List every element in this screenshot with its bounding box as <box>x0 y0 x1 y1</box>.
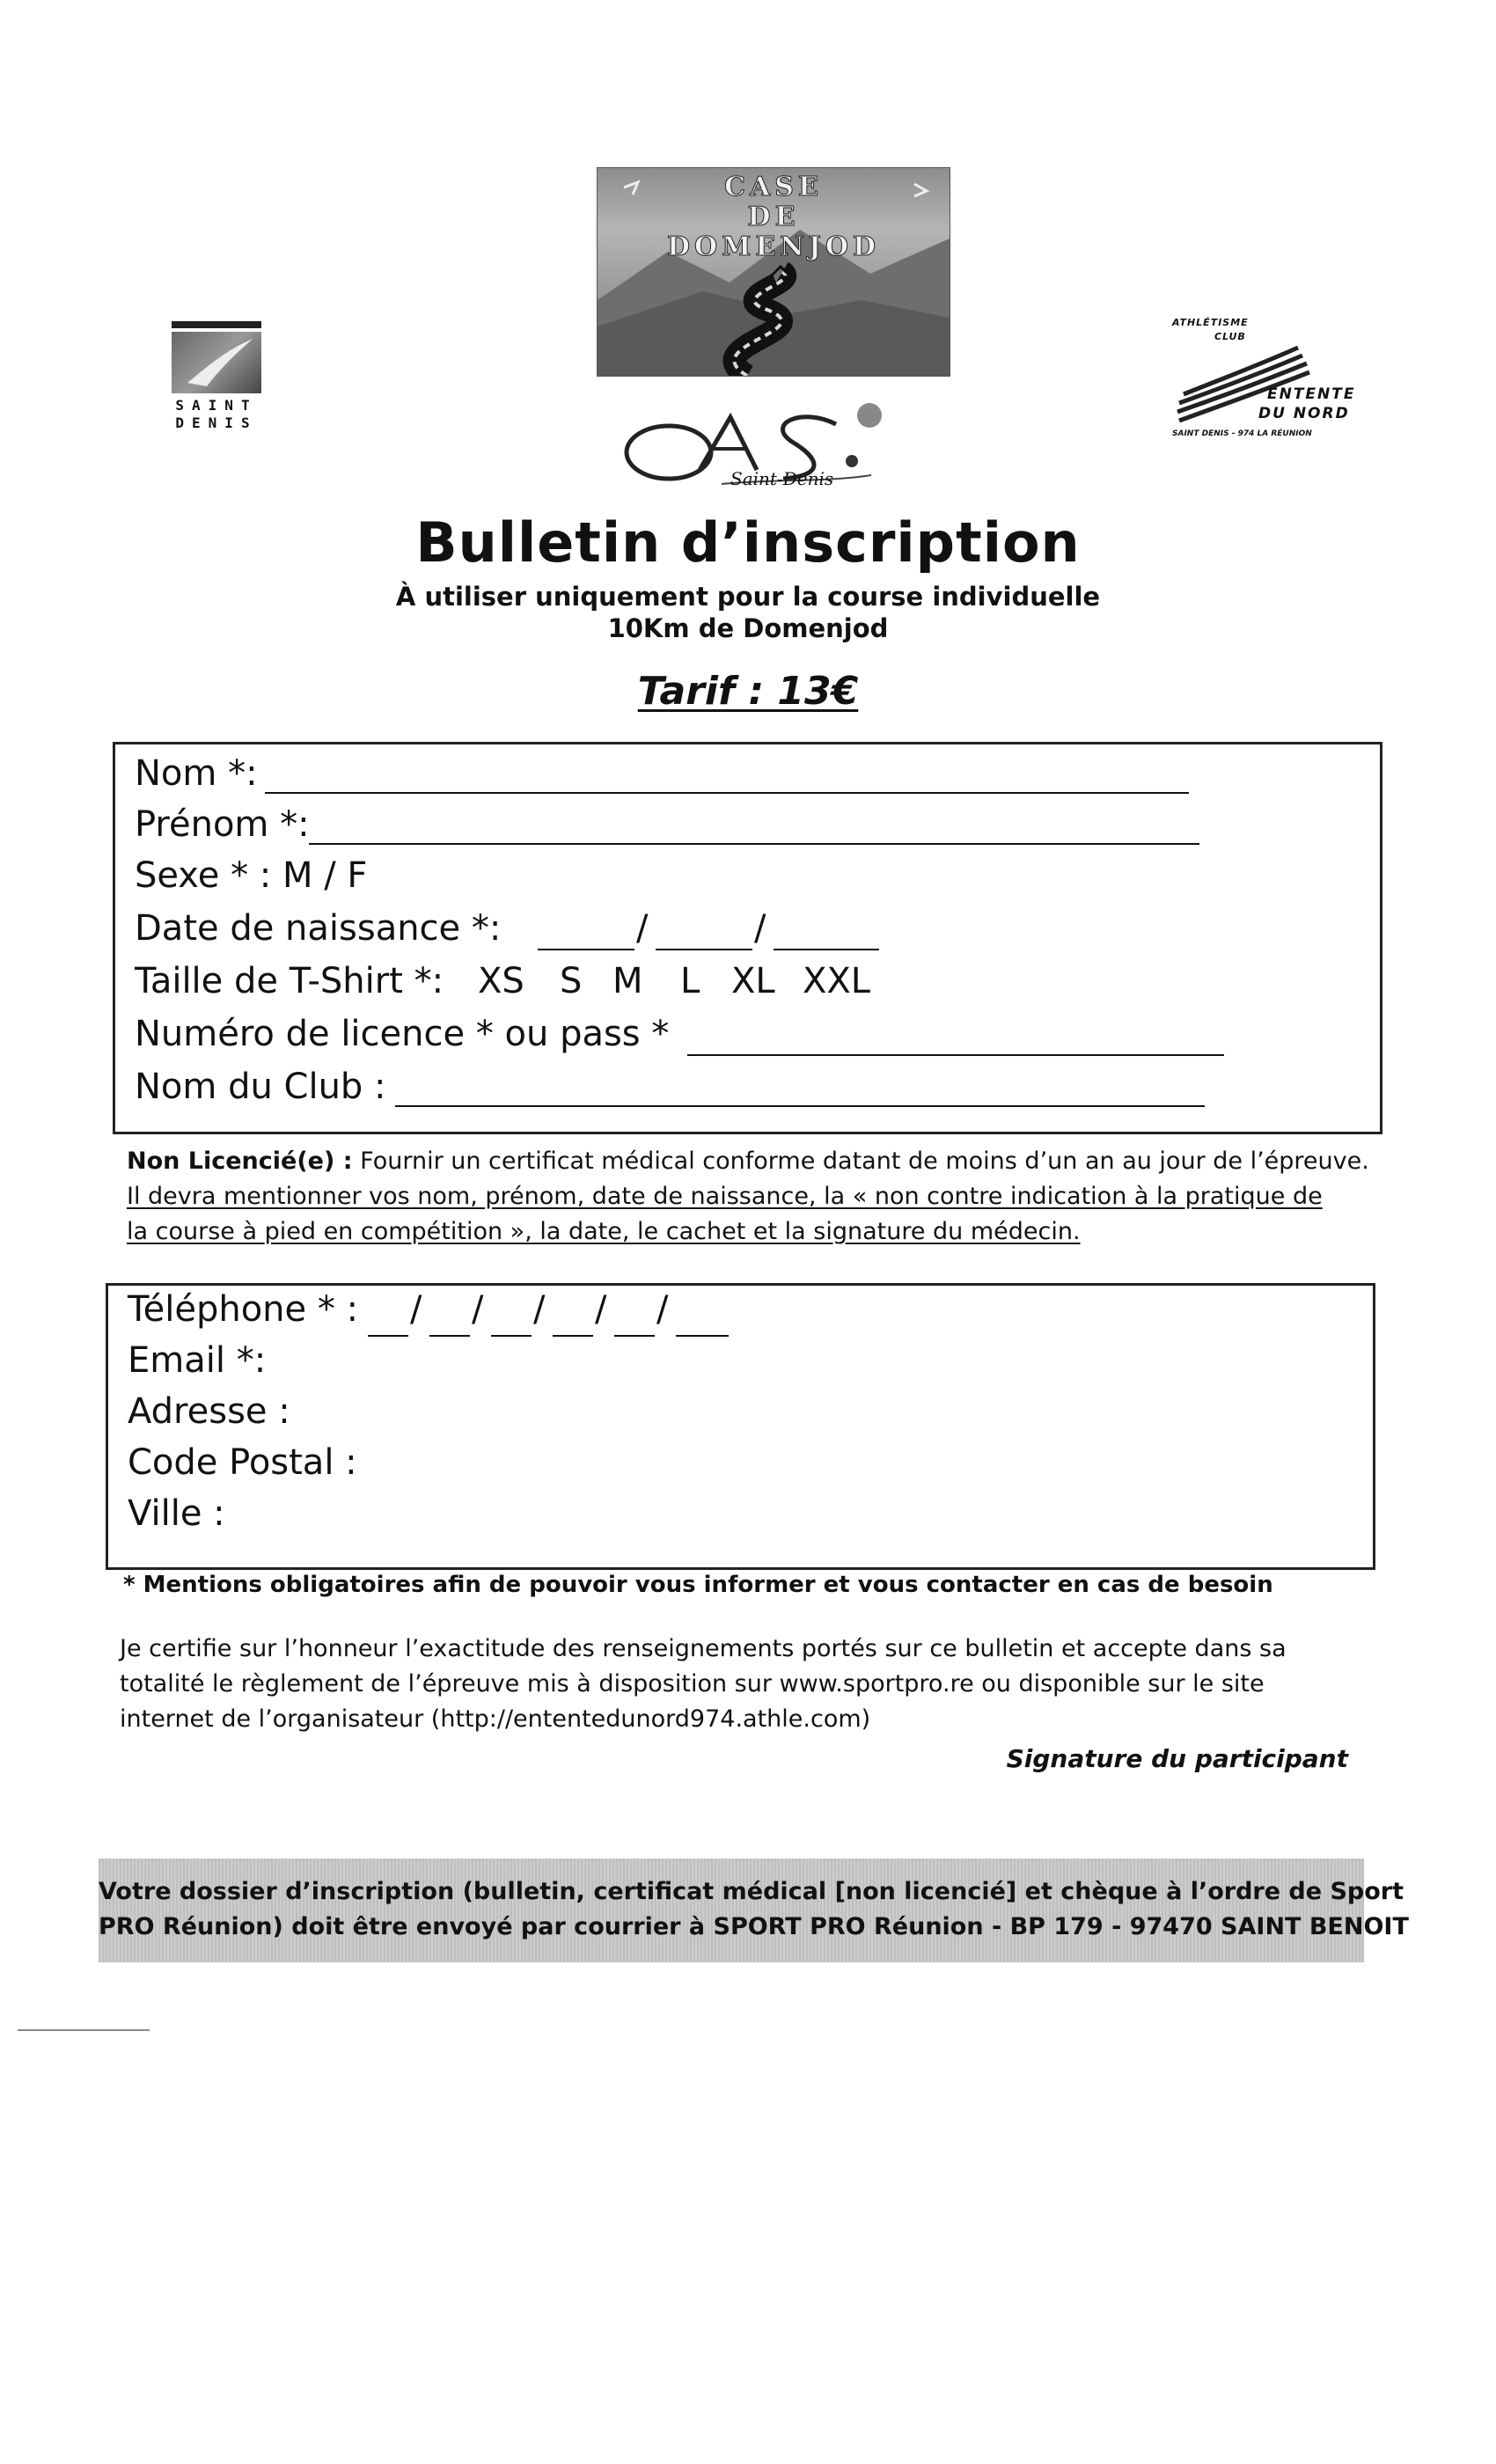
tshirt-size-s[interactable]: S <box>560 961 583 1001</box>
telephone-part-1[interactable] <box>368 1335 408 1337</box>
telephone-sep-5: / <box>656 1289 669 1330</box>
telephone-part-4[interactable] <box>553 1335 593 1337</box>
banner-line-2: PRO Réunion) doit être envoyé par courrier à SPORT PRO Réunion - BP 179 - 97470 SAINT BENOIT <box>99 1913 1409 1940</box>
tshirt-label: Taille de T-Shirt *: <box>135 961 444 1001</box>
saint-denis-line-1: SAINT <box>175 397 258 414</box>
date-separator-1: / <box>636 908 649 949</box>
non-licencie-line-1 <box>127 1148 1369 1175</box>
date-month-field[interactable] <box>656 949 752 950</box>
signature-label: Signature du participant <box>1006 1744 1348 1773</box>
mandatory-note: * Mentions obligatoires afin de pouvoir vous informer et vous contacter en cas de besoin <box>123 1572 1273 1598</box>
banner-line-1: Votre dossier d’inscription (bulletin, certificat médical [non licencié] et chèque à l’ordre de Sport <box>99 1878 1404 1905</box>
telephone-sep-3: / <box>533 1289 546 1330</box>
club-field[interactable] <box>395 1105 1205 1107</box>
sexe-field[interactable]: Sexe * : M / F <box>135 855 368 896</box>
telephone-part-2[interactable] <box>429 1335 470 1337</box>
tshirt-size-xxl[interactable]: XXL <box>803 961 871 1001</box>
tshirt-size-l[interactable]: L <box>680 961 700 1001</box>
entente-bottom-line: SAINT DENIS - 974 LA RÉUNION <box>1172 429 1312 438</box>
prenom-label: Prénom *: <box>135 804 310 845</box>
telephone-label: Téléphone * : <box>128 1289 359 1330</box>
licence-label: Numéro de licence * ou pass * <box>135 1014 670 1054</box>
date-year-field[interactable] <box>774 949 879 950</box>
saint-denis-line-2: DENIS <box>175 414 258 431</box>
subtitle-line-2: 10Km de Domenjod <box>607 613 889 643</box>
bird-icon <box>172 332 261 393</box>
nom-label: Nom *: <box>135 753 258 794</box>
non-licencie-label: Non Licencié(e) : <box>127 1148 353 1175</box>
tshirt-size-xl[interactable]: XL <box>731 961 775 1001</box>
code-postal-field[interactable]: Code Postal : <box>128 1442 357 1483</box>
saint-denis-logo <box>172 321 261 431</box>
non-licencie-text: Fournir un certificat médical conforme datant de moins d’un an au jour de l’épreuve. <box>360 1148 1369 1175</box>
case-line-2: DE <box>747 202 800 232</box>
tarif-label: Tarif : 13€ <box>637 669 859 714</box>
case-de-domenjod-logo <box>597 167 950 377</box>
non-licencie-line-2: Il devra mentionner vos nom, prénom, date de naissance, la « non contre indication à la pratique de <box>127 1183 1323 1210</box>
page-title: Bulletin d’inscription <box>415 510 1081 575</box>
contact-form-box <box>106 1283 1375 1570</box>
prenom-field[interactable] <box>309 843 1199 845</box>
subtitle-line-1: À utiliser uniquement pour la course individuelle <box>395 582 1101 612</box>
email-field[interactable]: Email *: <box>128 1340 267 1381</box>
telephone-part-5[interactable] <box>614 1335 655 1337</box>
case-line-3: DOMENJOD <box>667 231 880 262</box>
telephone-sep-4: / <box>595 1289 607 1330</box>
entente-du-nord-logo <box>1153 317 1364 449</box>
telephone-part-3[interactable] <box>491 1335 532 1337</box>
oas-saint-denis-text: Saint-Denis <box>730 468 834 489</box>
certify-line-3: internet de l’organisateur (http://ententedunord974.athle.com) <box>120 1705 871 1733</box>
licence-field[interactable] <box>687 1054 1224 1056</box>
ville-field[interactable]: Ville : <box>128 1493 225 1534</box>
telephone-sep-2: / <box>472 1289 484 1330</box>
nom-field[interactable] <box>265 792 1189 794</box>
case-line-1: CASE <box>724 172 823 202</box>
entente-name-line-1: ENTENTE <box>1267 385 1356 403</box>
entente-name-line-2: DU NORD <box>1258 405 1350 422</box>
entente-top-line-2: CLUB <box>1214 331 1246 342</box>
tshirt-size-m[interactable]: M <box>612 961 643 1001</box>
adresse-field[interactable]: Adresse : <box>128 1391 290 1432</box>
certify-line-2: totalité le règlement de l’épreuve mis à disposition sur www.sportpro.re ou disponible sur le site <box>120 1670 1265 1698</box>
submission-banner <box>99 1859 1409 1962</box>
date-separator-2: / <box>754 908 766 949</box>
telephone-sep-1: / <box>410 1289 422 1330</box>
certify-line-1: Je certifie sur l’honneur l’exactitude des renseignements portés sur ce bulletin et accepte dans sa <box>120 1635 1287 1662</box>
tshirt-size-xs[interactable]: XS <box>478 961 524 1001</box>
telephone-part-6[interactable] <box>676 1335 729 1337</box>
identity-form-box <box>113 742 1382 1134</box>
non-licencie-line-3: la course à pied en compétition », la date, le cachet et la signature du médecin. <box>127 1218 1081 1245</box>
date-naissance-label: Date de naissance *: <box>135 908 502 949</box>
date-day-field[interactable] <box>538 949 634 950</box>
oas-saint-denis-logo <box>616 398 915 503</box>
entente-top-line-1: ATHLÉTISME <box>1172 317 1249 328</box>
club-label: Nom du Club : <box>135 1067 386 1107</box>
page-divider <box>18 2029 150 2031</box>
